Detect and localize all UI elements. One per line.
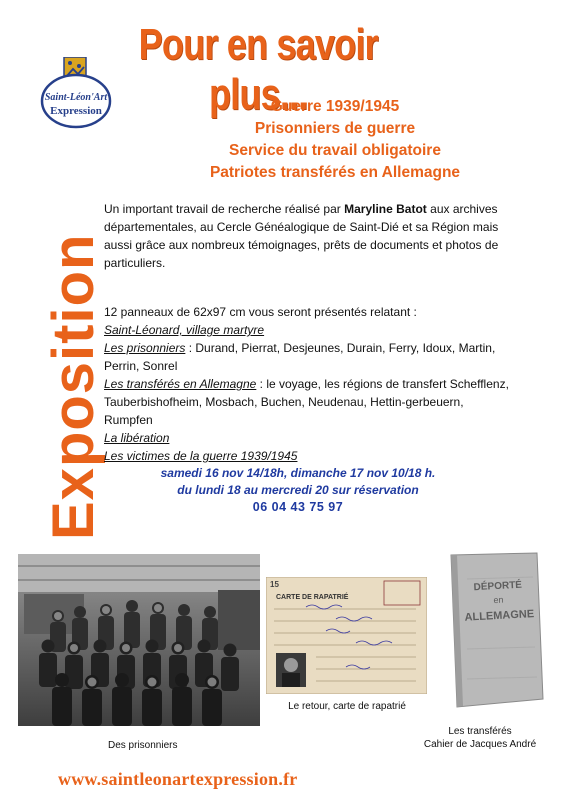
card-header: CARTE DE RAPATRIÉ [276,594,349,601]
notebook-photo [437,549,548,712]
panel-item-prisoners-text: : Durand, Pierrat, Desjeunes, Durain, Ferry, Idoux, Martin, Perrin, Sonrel [104,341,496,373]
intro-paragraph [104,200,509,272]
panel-item-transferred-label: Les transférés en Allemagne [104,377,257,391]
intro-author: Maryline Batot [344,202,427,216]
repatriation-card-photo [266,577,427,694]
notebook-text-deporte: DÉPORTÉ [473,579,523,594]
caption-card: Le retour, carte de rapatrié [288,701,406,712]
panel-item-victims: Les victimes de la guerre 1939/1945 [104,449,298,463]
logo [38,57,114,133]
heading-sto: Service du travail obligatoire [229,142,441,159]
caption-prisoners: Des prisonniers [108,740,178,751]
intro-text-end: aux archives départementales, au Cercle Généalogique de Saint-Dié et sa Région mais aussi grâce aux nombreux témoignages, prêts de documents et photos de particuliers. [104,202,499,270]
heading-war: Guerre 1939/1945 [270,98,400,115]
logo-text-top: Saint-Léon'Art [44,92,108,103]
logo-text-bottom: Expression [50,105,102,117]
schedule-weekend: samedi 16 nov 14/18h, dimanche 17 nov 10/18 h. [160,466,436,480]
notebook-text-allemagne: ALLEMAGNE [464,608,535,624]
caption-transferred-notebook: Cahier de Jacques André [423,739,537,750]
notebook-text-en: en [493,594,504,606]
svg-text:15: 15 [270,580,279,589]
caption-transferred [410,725,550,751]
heading-transferred: Patriotes transférés en Allemagne [209,164,461,181]
website-link[interactable]: www.saintleonartexpression.fr [58,769,298,789]
panel-item-village: Saint-Léonard, village martyre [104,323,265,337]
schedule-weekdays: du lundi 18 au mercredi 20 sur réservation [177,483,419,497]
panel-item-liberation: La libération [104,431,170,445]
exposition-vertical-label: Exposition [41,233,106,540]
caption-transferred-title: Les transférés [448,726,512,737]
heading-prisoners: Prisonniers de guerre [254,120,416,137]
panel-item-transferred-text: : le voyage, les régions de transfert Schefflenz, Tauberbishofheim, Mosbach, Buchen, Neudenau, Hettin-gerbeuern, Rumpfen [104,377,509,427]
phone-number: 06 04 43 75 97 [252,500,344,514]
headings-block [205,96,465,184]
page-title: Pour en savoir plus... [138,20,378,119]
panels-list [104,303,514,465]
panel-item-prisoners-label: Les prisonniers [104,341,186,355]
schedule-block [118,465,478,516]
panels-lead: 12 panneaux de 62x97 cm vous seront présentés relatant : [104,305,417,319]
intro-text-start: Un important travail de recherche réalisé par [104,202,345,216]
prisoners-photo [18,554,260,726]
